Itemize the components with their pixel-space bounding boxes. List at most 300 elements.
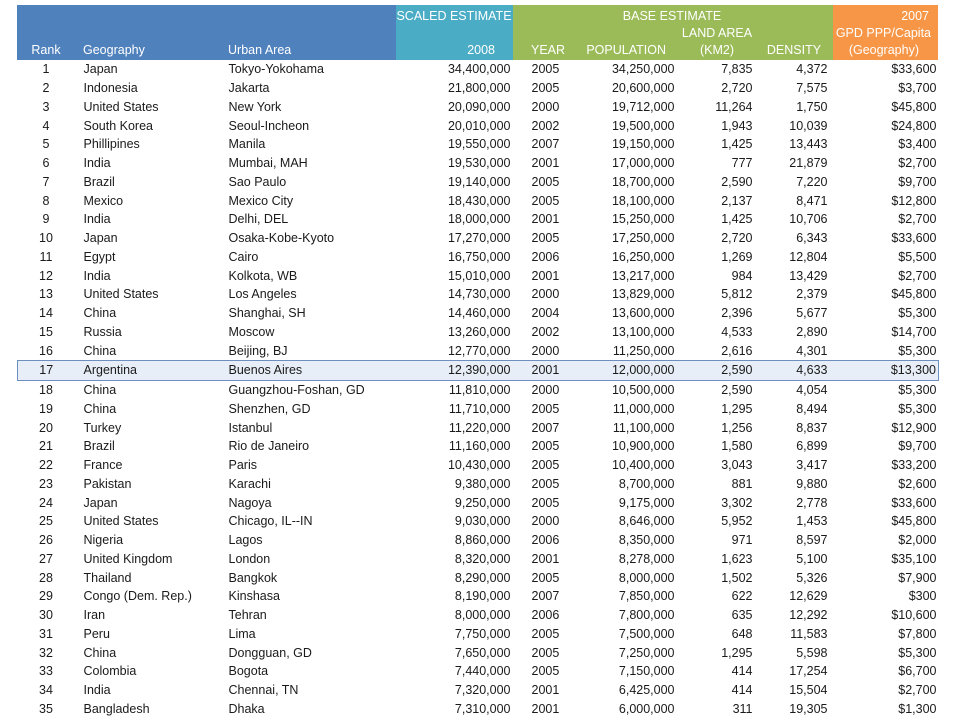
gdp-cell: $2,700 [898,683,937,698]
scaled-estimate-cell: 18,000,000 [447,212,511,227]
geography-cell: United States [83,514,159,529]
urban-area-cell: Shanghai, SH [228,306,306,321]
land-area-cell: 1,295 [721,401,753,416]
population-cell: 8,700,000 [618,476,675,491]
gdp-cell: $5,500 [898,249,937,264]
land-area-cell: 648 [731,626,753,641]
population-cell: 17,000,000 [611,156,675,171]
table-row [18,154,939,173]
gdp-cell: $1,300 [898,701,937,716]
table-row [18,587,939,606]
population-cell: 18,700,000 [611,174,675,189]
rank-cell: 5 [42,137,50,152]
density-cell: 6,343 [796,231,828,246]
density-cell: 13,443 [789,137,828,152]
land-area-cell: 2,720 [721,231,753,246]
year-cell: 2005 [531,231,560,246]
scaled-estimate-cell: 20,090,000 [447,99,511,114]
gdp-cell: $2,700 [898,268,937,283]
table-row [18,248,939,267]
gdp-cell: $12,900 [891,420,937,435]
geography-cell: South Korea [83,118,153,133]
land-area-cell: 1,256 [721,420,753,435]
scaled-estimate-cell: 17,270,000 [447,231,511,246]
table-row [18,229,939,248]
gdp-cell: $45,800 [891,514,937,529]
geography-cell: Congo (Dem. Rep.) [83,589,192,604]
table-row [18,60,939,79]
table-row [18,456,939,475]
year-cell: 2005 [531,476,560,491]
density-cell: 10,039 [789,118,828,133]
density-cell: 12,804 [789,249,828,264]
scaled-estimate-cell: 11,160,000 [448,439,511,454]
scaled-estimate-cell: 8,860,000 [454,533,511,548]
header-land-area: LAND AREA [681,26,753,40]
geography-cell: United States [83,99,159,114]
gdp-cell: $5,300 [898,306,937,321]
year-cell: 2005 [531,626,560,641]
year-cell: 2001 [531,268,560,283]
land-area-cell: 971 [731,533,753,548]
land-area-cell: 3,043 [721,458,753,473]
gdp-cell: $45,800 [891,99,937,114]
year-cell: 2001 [531,156,560,171]
header-year: YEAR [531,43,566,57]
header-gdp-year: 2007 [901,9,929,23]
gdp-cell: $3,400 [898,137,937,152]
population-cell: 34,250,000 [611,62,675,77]
geography-cell: India [83,268,111,283]
geography-cell: India [83,212,111,227]
table-row [18,323,939,342]
scaled-estimate-cell: 16,750,000 [447,249,511,264]
geography-cell: China [83,645,117,660]
scaled-estimate-cell: 8,290,000 [454,570,511,585]
year-cell: 2000 [531,343,560,358]
urban-area-cell: Mumbai, MAH [228,156,308,171]
table-row [18,135,939,154]
urban-area-cell: Bangkok [228,570,278,585]
geography-cell: Brazil [83,439,115,454]
density-cell: 5,677 [796,306,828,321]
land-area-cell: 1,425 [721,137,753,152]
geography-cell: India [83,156,111,171]
table-row [18,304,939,323]
table-row [18,380,939,399]
rank-cell: 24 [39,495,53,510]
rank-cell: 23 [39,476,53,491]
population-cell: 7,150,000 [618,664,675,679]
table-row [18,512,939,531]
urban-area-cell: Bogota [228,664,269,679]
geography-cell: Egypt [83,249,116,264]
land-area-cell: 2,590 [721,383,753,398]
population-cell: 11,250,000 [612,343,675,358]
header-density: DENSITY [766,43,822,57]
urban-area-cell: Kolkota, WB [228,268,298,283]
land-area-cell: 5,812 [721,287,753,302]
density-cell: 17,254 [789,664,828,679]
density-cell: 4,054 [796,383,828,398]
table-row [18,79,939,98]
urban-area-cell: Jakarta [228,81,270,96]
land-area-cell: 1,425 [721,212,753,227]
density-cell: 10,706 [789,212,828,227]
scaled-estimate-cell: 7,650,000 [454,645,511,660]
rank-cell: 2 [42,81,50,96]
scaled-estimate-cell: 8,320,000 [454,551,511,566]
geography-cell: Japan [83,231,118,246]
urban-area-cell: New York [228,99,282,114]
population-cell: 7,250,000 [618,645,675,660]
urban-area-cell: Tokyo-Yokohama [228,62,324,77]
geography-cell: Pakistan [83,476,132,491]
scaled-estimate-cell: 12,770,000 [447,343,511,358]
land-area-cell: 1,943 [721,118,753,133]
year-cell: 2005 [531,174,560,189]
land-area-cell: 311 [732,701,753,716]
land-area-cell: 777 [731,156,753,171]
geography-cell: Peru [83,626,110,641]
geography-cell: Argentina [75,361,221,381]
land-area-cell: 1,269 [721,249,753,264]
gdp-cell: $33,600 [891,231,937,246]
table-row [18,98,939,117]
rank-cell: 27 [39,551,53,566]
year-cell: 2005 [531,81,560,96]
urban-area-cell: Sao Paulo [228,174,287,189]
geography-cell: Iran [83,608,106,623]
year-cell: 2007 [531,589,560,604]
population-cell: 19,500,000 [611,118,675,133]
header-scaled-year: 2008 [467,43,495,57]
gdp-cell: $2,000 [898,533,937,548]
table-row [18,341,939,360]
year-cell: 2005 [531,570,560,585]
density-cell: 2,379 [796,287,828,302]
scaled-estimate-cell: 7,750,000 [454,626,511,641]
scaled-estimate-cell: 13,260,000 [447,324,511,339]
population-cell: 7,850,000 [618,589,675,604]
gdp-cell: $6,700 [898,664,937,679]
population-cell: 11,000,000 [612,401,675,416]
population-cell: 13,829,000 [611,287,675,302]
header-gdp-scope: (Geography) [848,43,919,57]
rank-cell: 20 [39,420,53,435]
scaled-estimate-cell: 18,430,000 [447,193,511,208]
land-area-cell: 7,835 [721,62,753,77]
urban-area-cell: Los Angeles [228,287,297,302]
year-cell: 2001 [531,212,560,227]
table-row [18,475,939,494]
urban-area-cell: Guangzhou-Foshan, GD [228,383,365,398]
rank-cell: 30 [39,608,53,623]
scaled-estimate-cell: 10,430,000 [447,458,511,473]
land-area-cell: 414 [731,683,753,698]
land-area-cell: 2,590 [721,174,753,189]
density-cell: 15,504 [789,683,828,698]
urban-area-cell: Beijing, BJ [228,343,288,358]
rank-cell: 10 [39,231,53,246]
year-cell: 2000 [531,514,560,529]
urban-area-cell: Lagos [228,533,263,548]
geography-cell: Colombia [83,664,137,679]
geography-cell: Russia [83,324,122,339]
urban-area-cell: Cairo [228,249,259,264]
land-area-cell: 635 [731,608,753,623]
scaled-estimate-cell: 20,010,000 [447,118,511,133]
urban-area-cell: Lima [228,626,256,641]
density-cell: 5,326 [796,570,828,585]
population-cell: 19,150,000 [611,137,675,152]
geography-cell: Phillipines [83,137,140,152]
rank-cell: 13 [39,287,53,302]
year-cell: 2002 [531,324,560,339]
density-cell: 8,597 [796,533,828,548]
table-row [18,681,939,700]
table-row [18,493,939,512]
gdp-cell: $5,300 [898,383,937,398]
population-cell: 6,000,000 [618,701,675,716]
population-cell: 7,500,000 [618,626,675,641]
table-row [18,210,939,229]
year-cell: 2000 [531,99,560,114]
geography-cell: Japan [83,495,118,510]
year-cell: 2005 [531,193,560,208]
year-cell: 2000 [531,383,560,398]
land-area-cell: 2,616 [721,343,753,358]
rank-cell: 22 [39,458,53,473]
geography-cell: Indonesia [83,81,138,96]
population-cell: 6,425,000 [618,683,675,698]
urban-area-cell: Paris [228,458,257,473]
geography-cell: France [83,458,123,473]
density-cell: 11,583 [790,626,828,641]
year-cell: 2006 [531,608,560,623]
urban-area-cell: Delhi, DEL [228,212,289,227]
urban-area-cell: Nagoya [228,495,272,510]
rank-cell: 11 [39,249,53,264]
gdp-cell: $2,600 [898,476,937,491]
land-area-cell: 3,302 [721,495,753,510]
table-row [18,700,939,719]
table-row [18,643,939,662]
land-area-cell: 1,502 [721,570,753,585]
scaled-estimate-cell: 11,810,000 [448,383,511,398]
rank-cell: 33 [39,664,53,679]
density-cell: 8,494 [796,401,828,416]
population-cell: 15,250,000 [611,212,675,227]
density-cell: 7,575 [796,81,828,96]
land-area-cell: 1,623 [721,551,753,566]
density-cell: 4,633 [758,361,834,381]
scaled-estimate-cell: 11,220,000 [448,420,511,435]
land-area-cell: 2,720 [721,81,753,96]
year-cell: 2000 [531,287,560,302]
density-cell: 4,372 [796,62,828,77]
rank-cell: 16 [39,343,53,358]
rank-cell: 25 [39,514,53,529]
header-land-area-unit: (KM2) [699,43,735,57]
year-cell: 2005 [531,439,560,454]
urban-areas-table [17,5,938,718]
year-cell: 2005 [531,401,560,416]
gdp-cell: $33,600 [891,495,937,510]
year-cell: 2005 [531,458,560,473]
rank-cell: 14 [39,306,53,321]
land-area-cell: 11,264 [715,99,753,114]
gdp-cell: $10,600 [891,608,937,623]
urban-area-cell: Moscow [228,324,275,339]
gdp-cell: $33,200 [891,458,937,473]
population-cell: 8,646,000 [618,514,675,529]
scaled-estimate-cell: 7,440,000 [454,664,511,679]
urban-area-cell: Istanbul [228,420,273,435]
land-area-cell: 622 [731,589,753,604]
table-row [18,266,939,285]
header-rank: Rank [31,43,61,57]
year-cell: 2007 [531,137,560,152]
rank-cell: 35 [39,701,53,716]
scaled-estimate-cell: 7,320,000 [454,683,511,698]
header-urban-area: Urban Area [228,43,292,57]
land-area-cell: 1,295 [721,645,753,660]
geography-cell: China [83,401,117,416]
rank-cell: 7 [42,174,50,189]
rank-cell: 34 [39,683,53,698]
table-row [18,662,939,681]
urban-area-cell: Dhaka [228,701,265,716]
rank-cell: 17 [18,361,75,381]
year-cell: 2001 [531,701,560,716]
density-cell: 5,598 [796,645,828,660]
urban-area-cell: Chennai, TN [228,683,299,698]
gdp-cell: $9,700 [898,174,937,189]
density-cell: 5,100 [796,551,828,566]
density-cell: 2,890 [796,324,828,339]
geography-cell: China [83,343,117,358]
gdp-cell: $7,900 [898,570,937,585]
scaled-estimate-cell: 7,310,000 [454,701,511,716]
density-cell: 13,429 [789,268,828,283]
rank-cell: 8 [42,193,50,208]
density-cell: 12,292 [789,608,828,623]
header-band-main [17,5,396,60]
scaled-estimate-cell: 12,390,000 [397,361,514,381]
table-row [18,285,939,304]
land-area-cell: 1,580 [721,439,753,454]
geography-cell: Thailand [83,570,132,585]
land-area-cell: 2,137 [721,193,753,208]
table-row [18,191,939,210]
urban-area-cell: Seoul-Incheon [228,118,310,133]
table-row [18,418,939,437]
density-cell: 19,305 [789,701,828,716]
population-cell: 18,100,000 [611,193,675,208]
table-row [18,361,939,381]
density-cell: 12,629 [789,589,828,604]
geography-cell: Turkey [83,420,122,435]
table-row [18,606,939,625]
population-cell: 13,217,000 [611,268,675,283]
geography-cell: Brazil [83,174,115,189]
rank-cell: 26 [39,533,53,548]
land-area-cell: 881 [731,476,753,491]
urban-area-cell: London [228,551,271,566]
gdp-cell: $33,600 [891,62,937,77]
rank-cell: 19 [39,401,53,416]
rank-cell: 29 [39,589,53,604]
urban-area-cell: Rio de Janeiro [228,439,310,454]
year-cell: 2001 [531,551,560,566]
scaled-estimate-cell: 21,800,000 [447,81,511,96]
table-header [17,5,938,60]
scaled-estimate-cell: 14,460,000 [447,306,511,321]
population-cell: 8,000,000 [618,570,675,585]
scaled-estimate-cell: 9,030,000 [454,514,511,529]
geography-cell: Japan [83,62,118,77]
population-cell: 13,100,000 [611,324,675,339]
population-cell: 16,250,000 [611,249,675,264]
gdp-cell: $2,700 [898,156,937,171]
urban-area-cell: Dongguan, GD [228,645,312,660]
density-cell: 7,220 [796,174,828,189]
table-row [18,550,939,569]
year-cell: 2006 [531,533,560,548]
header-base-estimate: BASE ESTIMATE [622,9,722,23]
gdp-cell: $5,300 [898,645,937,660]
year-cell: 2006 [531,249,560,264]
urban-area-cell: Osaka-Kobe-Kyoto [228,231,335,246]
scaled-estimate-cell: 9,250,000 [454,495,511,510]
gdp-cell: $300 [908,589,937,604]
scaled-estimate-cell: 11,710,000 [448,401,511,416]
scaled-estimate-cell: 19,550,000 [447,137,511,152]
gdp-cell: $45,800 [891,287,937,302]
year-cell: 2005 [531,664,560,679]
scaled-estimate-cell: 19,530,000 [447,156,511,171]
urban-area-cell: Chicago, IL--IN [228,514,313,529]
density-cell: 1,750 [796,99,828,114]
scaled-estimate-cell: 14,730,000 [447,287,511,302]
density-cell: 8,837 [796,420,828,435]
gdp-cell: $35,100 [891,551,937,566]
population-cell: 13,600,000 [611,306,675,321]
scaled-estimate-cell: 8,190,000 [454,589,511,604]
gdp-cell: $2,700 [898,212,937,227]
gdp-cell: $9,700 [898,439,937,454]
density-cell: 3,417 [796,458,828,473]
density-cell: 9,880 [796,476,828,491]
urban-area-cell: Shenzhen, GD [228,401,311,416]
header-geography: Geography [83,43,145,57]
gdp-cell: $12,800 [891,193,937,208]
scaled-estimate-cell: 8,000,000 [454,608,511,623]
table-row [18,531,939,550]
gdp-cell: $13,300 [834,361,939,381]
gdp-cell: $14,700 [891,324,937,339]
geography-cell: China [83,383,117,398]
year-cell: 2005 [531,62,560,77]
gdp-cell: $3,700 [898,81,937,96]
scaled-estimate-cell: 19,140,000 [447,174,511,189]
rank-cell: 18 [39,383,53,398]
population-cell: 20,600,000 [611,81,675,96]
rank-cell: 6 [42,156,50,171]
population-cell: 17,250,000 [611,231,675,246]
data-table [17,60,939,718]
